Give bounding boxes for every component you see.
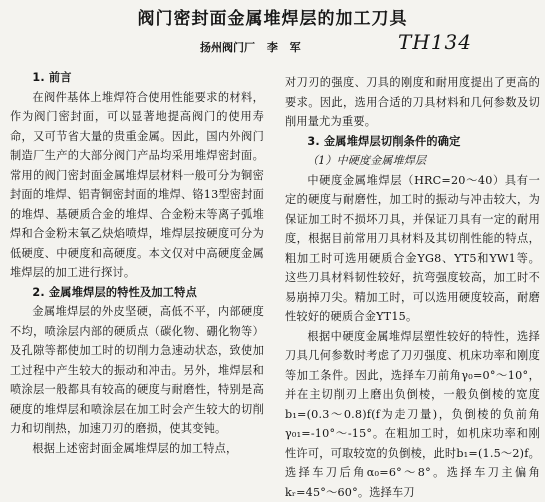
article-title: 阀门密封面金属堆焊层的加工刀具: [0, 4, 545, 29]
body-paragraph: 中硬度金属堆焊层（HRC=20～40）具有一定的硬度与耐磨性，加工时的振动与冲击较大，为保证加工时不损坏刀具，并保证刀具有一定的耐用度，根据目前常用刀具材料及其切削性能的特点，粗加工时可选用硬质合金YG8、YT5和YW1等。这些刀具材料韧性较好，抗弯强度较高，加工时不易崩掉刀尖。精加工时，可以选用硬度较高，耐磨性较好的硬质合金YT15。: [285, 171, 540, 327]
left-text-column: [10, 68, 264, 458]
author-byline: 扬州阀门厂 李 军: [200, 39, 301, 55]
right-text-column: [285, 73, 540, 502]
subsection-heading: （1）中硬度金属堆焊层: [285, 151, 540, 171]
body-paragraph: 金属堆焊层的外皮坚硬，高低不平，内部硬度不均，喷涂层内部的硬质点（碳化物、硼化物等）及孔隙等都使加工时的切削力急速动状态，致使加工过程中产生较大的振动和冲击。另外，堆焊层和喷涂层一般都具有较高的硬度与耐磨性，特别是高硬度的堆焊层和喷涂层在加工时会产生较大的切削力和切削热，加速刀刃的磨损，使其变钝。: [10, 302, 264, 439]
body-paragraph: 对刀刃的强度、刀具的刚度和耐用度提出了更高的要求。因此，选用合适的刀具材料和几何参数及切削用量尤为重要。: [285, 73, 540, 132]
handwritten-call-number: TH134: [398, 30, 472, 54]
body-paragraph: 在阀件基体上堆焊符合使用性能要求的材料，作为阀门密封面，可以显著地提高阀门的使用寿命，又可节省大量的贵重金属。因此，国内外阀门制造厂生产的大部分阀门产品均采用堆焊密封面。常用的阀门密封面金属堆焊层材料一般可分为铜密封面的堆焊、铝青铜密封面的堆焊、铬13型密封面的堆焊、基硬质合金的堆焊、合金粉末等离子弧堆焊和合金粉末氧乙炔焰喷焊，堆焊层按硬度可分为低硬度、中硬度和高硬度。本文仅对中高硬度金属堆焊层的加工进行探讨。: [10, 88, 264, 283]
body-paragraph: 根据上述密封面金属堆焊层的加工特点，: [10, 439, 264, 459]
section-heading: 2. 金属堆焊层的特性及加工特点: [10, 283, 264, 303]
section-heading: 1. 前言: [10, 68, 264, 88]
body-paragraph: 根据中硬度金属堆焊层塑性较好的特性，选择刀具几何参数时考虑了刀刃强度、机床功率和刚度等加工条件。因此，选择车刀前角γ₀=0°～10°，并在主切削刃上磨出负倒棱，一般负倒棱的宽度b₁=(0.3～0.8)f(f为走刀量)，负倒棱的负前角γ₀₁=-10°～-15°。在粗加工时，如机床功率和刚性许可，可取较宽的负倒棱，此时b₁=(1.5～2)f。选择车刀后角α₀=6°～8°。选择车刀主偏角kᵣ=45°～60°。选择车刀: [285, 327, 540, 502]
section-heading: 3. 金属堆焊层切削条件的确定: [285, 132, 540, 152]
